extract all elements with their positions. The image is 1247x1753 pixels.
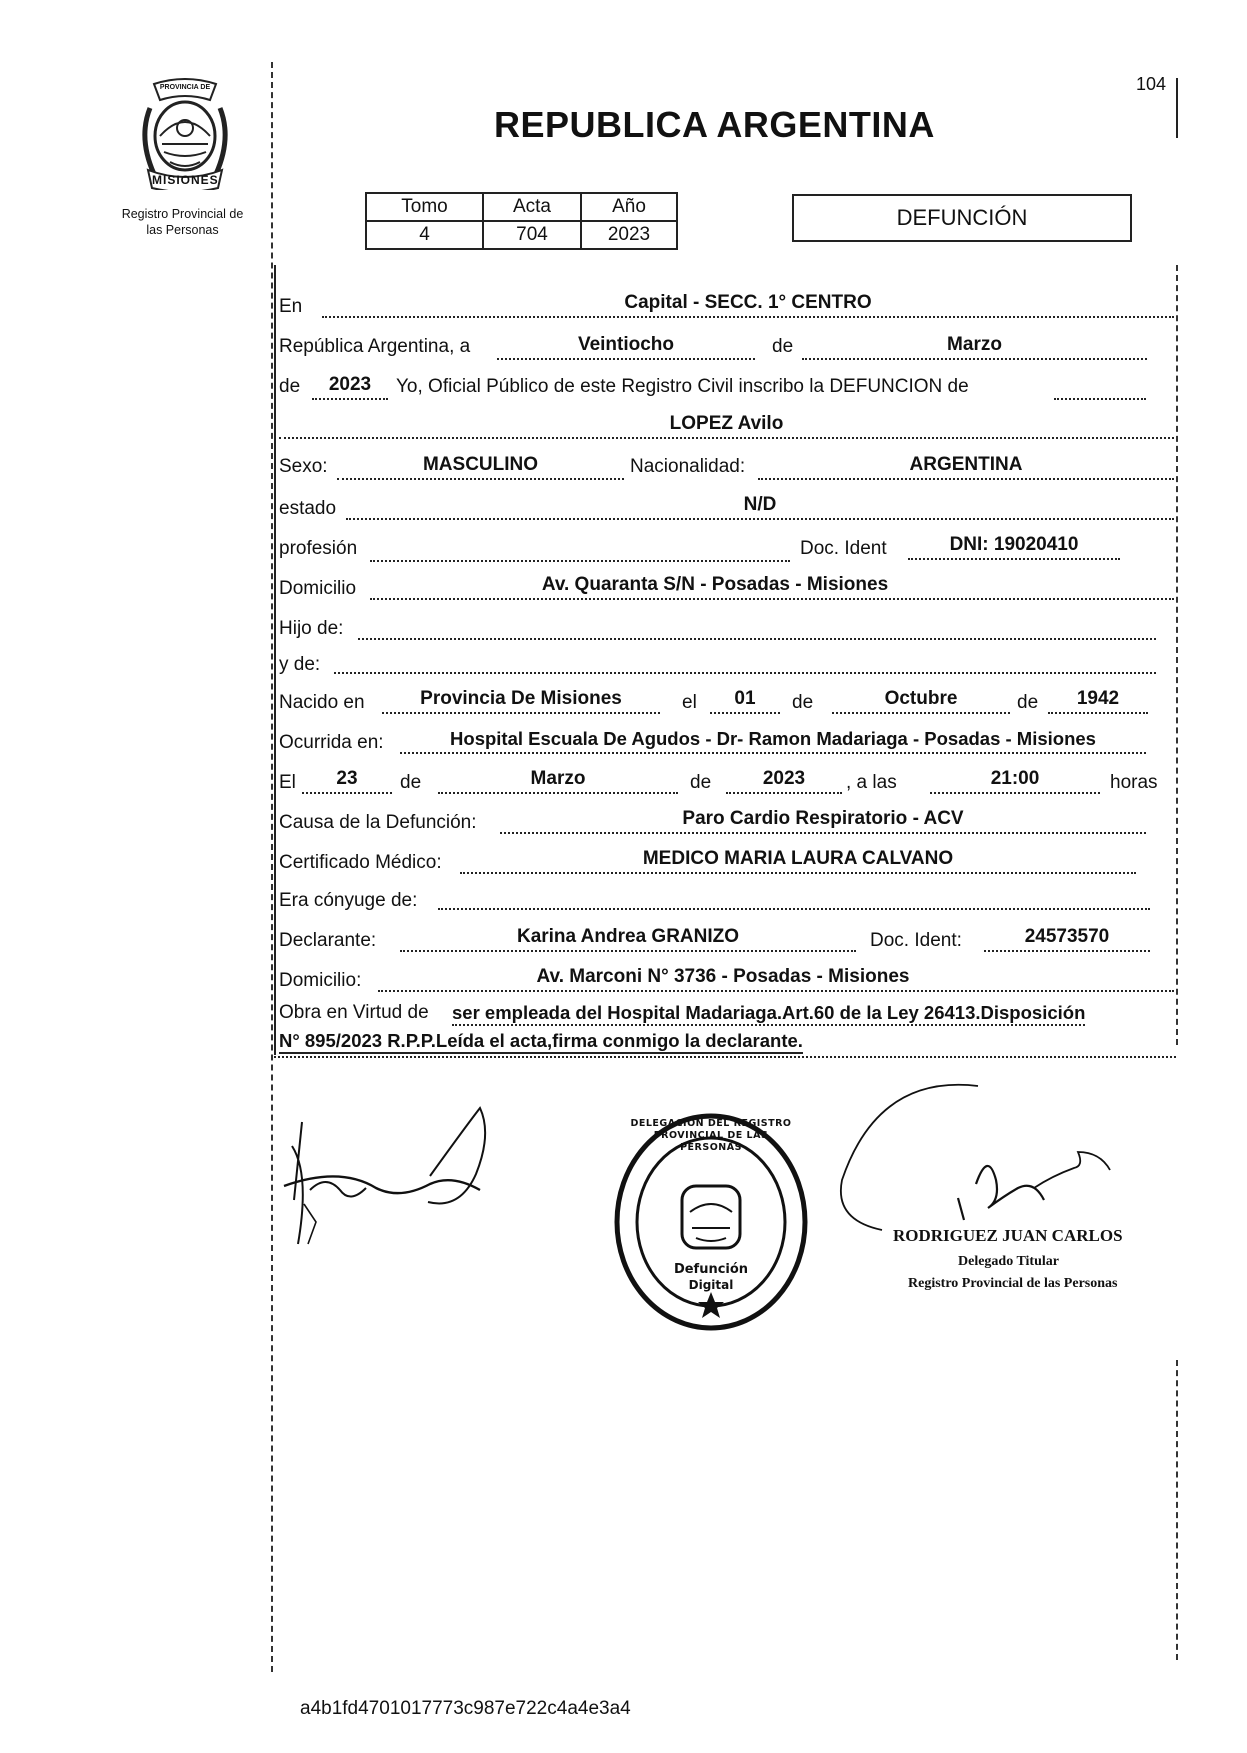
de-label-3: de bbox=[792, 692, 814, 713]
place-value: Capital - SECC. 1° CENTRO bbox=[624, 292, 872, 313]
declarant-signature bbox=[280, 1104, 500, 1264]
official-title: Delegado Titular bbox=[958, 1254, 1059, 1269]
name-line bbox=[279, 437, 1174, 439]
form-bottom-line bbox=[274, 1056, 1176, 1058]
tomo-header: Tomo bbox=[366, 193, 483, 221]
doc-line bbox=[908, 558, 1120, 560]
anio-header: Año bbox=[581, 193, 677, 221]
death-year: 2023 bbox=[762, 768, 806, 789]
month-line bbox=[802, 358, 1147, 360]
doc-label: Doc. Ident bbox=[800, 538, 887, 559]
domicilio-line bbox=[370, 598, 1174, 600]
death-time-line bbox=[930, 792, 1100, 794]
el-label: el bbox=[682, 692, 697, 713]
document-hash: a4b1fd4701017773c987e722c4a4e3a4 bbox=[300, 1698, 631, 1719]
sexo-value: MASCULINO bbox=[422, 454, 539, 475]
nacido-lugar: Provincia De Misiones bbox=[420, 688, 622, 709]
year-line bbox=[312, 398, 388, 400]
obra-prefix: Obra en Virtud de bbox=[279, 1002, 429, 1023]
domicilio-value: Av. Quaranta S/N - Posadas - Misiones bbox=[541, 574, 889, 595]
declarante-value: Karina Andrea GRANIZO bbox=[516, 926, 740, 947]
profesion-label: profesión bbox=[279, 538, 358, 559]
form-left-border bbox=[274, 265, 276, 1055]
profesion-line bbox=[370, 560, 790, 562]
place-line bbox=[322, 316, 1174, 318]
domicilio-label: Domicilio bbox=[279, 578, 357, 599]
birth-day-line bbox=[710, 712, 780, 714]
estado-label: estado bbox=[279, 498, 337, 519]
domicilio2-value: Av. Marconi N° 3736 - Posadas - Misiones bbox=[536, 966, 910, 987]
death-month: Marzo bbox=[530, 768, 586, 789]
left-margin-line bbox=[271, 62, 273, 1672]
causa-label: Causa de la Defunción: bbox=[279, 812, 477, 833]
de-label-5: de bbox=[400, 772, 422, 793]
anio-value: 2023 bbox=[581, 221, 677, 249]
tomo-value: 4 bbox=[366, 221, 483, 249]
domicilio2-line bbox=[378, 990, 1174, 992]
death-year-line bbox=[726, 792, 842, 794]
el-date-label: El bbox=[279, 772, 296, 793]
seal-inner-line-2: Digital bbox=[688, 1278, 734, 1292]
horas-label: horas bbox=[1110, 772, 1158, 793]
ocurrida-value: Hospital Escuala De Agudos - Dr- Ramon Madariaga - Posadas - Misiones bbox=[450, 728, 1096, 749]
inscribo-end-line bbox=[1054, 398, 1146, 400]
ocurrida-line bbox=[400, 752, 1146, 754]
right-margin-line-mid bbox=[1176, 265, 1178, 1045]
obra-line-1: ser empleada del Hospital Madariaga.Art.60 de la Ley 26413.Disposición bbox=[452, 1002, 1085, 1026]
doc2-line bbox=[984, 950, 1150, 952]
alas-label: , a las bbox=[846, 772, 897, 793]
declarante-label: Declarante: bbox=[279, 930, 377, 951]
nacionalidad-line bbox=[758, 478, 1174, 480]
acta-header: Acta bbox=[483, 193, 581, 221]
nacionalidad-value: ARGENTINA bbox=[909, 454, 1023, 475]
sexo-label: Sexo: bbox=[279, 456, 328, 477]
page-title: REPUBLICA ARGENTINA bbox=[494, 104, 935, 145]
de-label-6: de bbox=[690, 772, 712, 793]
day-line bbox=[497, 358, 755, 360]
seal-inner-line-1: Defunción bbox=[673, 1262, 749, 1277]
death-day-line bbox=[302, 792, 392, 794]
conyuge-line bbox=[438, 908, 1150, 910]
estado-value: N/D bbox=[743, 494, 777, 515]
official-seal bbox=[612, 1112, 810, 1332]
yde-line bbox=[334, 672, 1156, 674]
estado-line bbox=[346, 518, 1174, 520]
hijo-line bbox=[358, 638, 1156, 640]
registry-name bbox=[100, 206, 265, 238]
logo-bottom-text: MISIONES bbox=[152, 173, 219, 187]
nacido-line bbox=[382, 712, 660, 714]
birth-year: 1942 bbox=[1076, 688, 1120, 709]
record-type-box: DEFUNCIÓN bbox=[792, 194, 1132, 242]
certificado-value: MEDICO MARIA LAURA CALVANO bbox=[642, 848, 954, 869]
day-words: Veintiocho bbox=[577, 334, 675, 355]
official-name: RODRIGUEZ JUAN CARLOS bbox=[893, 1226, 1123, 1245]
doc2-value: 24573570 bbox=[1024, 926, 1110, 947]
doc-value: DNI: 19020410 bbox=[949, 534, 1079, 555]
nacionalidad-label: Nacionalidad: bbox=[630, 456, 746, 477]
birth-year-line bbox=[1048, 712, 1148, 714]
certificado-line bbox=[460, 872, 1136, 874]
yde-label: y de: bbox=[279, 654, 321, 675]
registry-line-1: Registro Provincial de bbox=[121, 207, 244, 221]
de-label-4: de bbox=[1017, 692, 1039, 713]
month-value: Marzo bbox=[947, 334, 1002, 355]
obra-line-2: N° 895/2023 R.P.P.Leída el acta,firma conmigo la declarante. bbox=[279, 1030, 803, 1054]
certificado-label: Certificado Médico: bbox=[279, 852, 442, 873]
inscribo-text: Yo, Oficial Público de este Registro Civil inscribo la DEFUNCION de bbox=[396, 376, 969, 397]
province-logo bbox=[130, 78, 240, 190]
ocurrida-label: Ocurrida en: bbox=[279, 732, 384, 753]
death-day: 23 bbox=[336, 768, 358, 789]
acta-value: 704 bbox=[483, 221, 581, 249]
death-month-line bbox=[438, 792, 678, 794]
right-margin-line-bottom bbox=[1176, 1360, 1178, 1660]
de-label-2: de bbox=[279, 376, 301, 397]
death-time: 21:00 bbox=[990, 768, 1040, 789]
republica-label: República Argentina, a bbox=[279, 336, 471, 357]
declarante-line bbox=[400, 950, 856, 952]
nacido-label: Nacido en bbox=[279, 692, 365, 713]
official-office: Registro Provincial de las Personas bbox=[908, 1276, 1118, 1291]
deceased-name: LOPEZ Avilo bbox=[669, 413, 784, 434]
year-value: 2023 bbox=[328, 374, 372, 395]
causa-value: Paro Cardio Respiratorio - ACV bbox=[682, 808, 964, 829]
birth-month: Octubre bbox=[884, 688, 958, 709]
conyuge-label: Era cónyuge de: bbox=[279, 890, 418, 911]
de-label-1: de bbox=[772, 336, 794, 357]
logo-top-text: PROVINCIA DE bbox=[159, 84, 211, 91]
right-margin-line-top bbox=[1176, 78, 1178, 138]
page-number: 104 bbox=[1136, 74, 1167, 94]
sexo-line bbox=[337, 478, 624, 480]
record-table bbox=[365, 192, 678, 250]
registry-line-2: las Personas bbox=[146, 223, 219, 237]
official-signature bbox=[838, 1080, 1138, 1240]
hijo-label: Hijo de: bbox=[279, 618, 344, 639]
doc2-label: Doc. Ident: bbox=[870, 930, 962, 951]
causa-line bbox=[500, 832, 1146, 834]
birth-day: 01 bbox=[734, 688, 756, 709]
en-label: En bbox=[279, 296, 303, 317]
birth-month-line bbox=[832, 712, 1010, 714]
seal-ring-text: DELEGACION DEL REGISTRO PROVINCIAL DE LAS PERSONAS bbox=[630, 1118, 792, 1153]
domicilio2-label: Domicilio: bbox=[279, 970, 362, 991]
